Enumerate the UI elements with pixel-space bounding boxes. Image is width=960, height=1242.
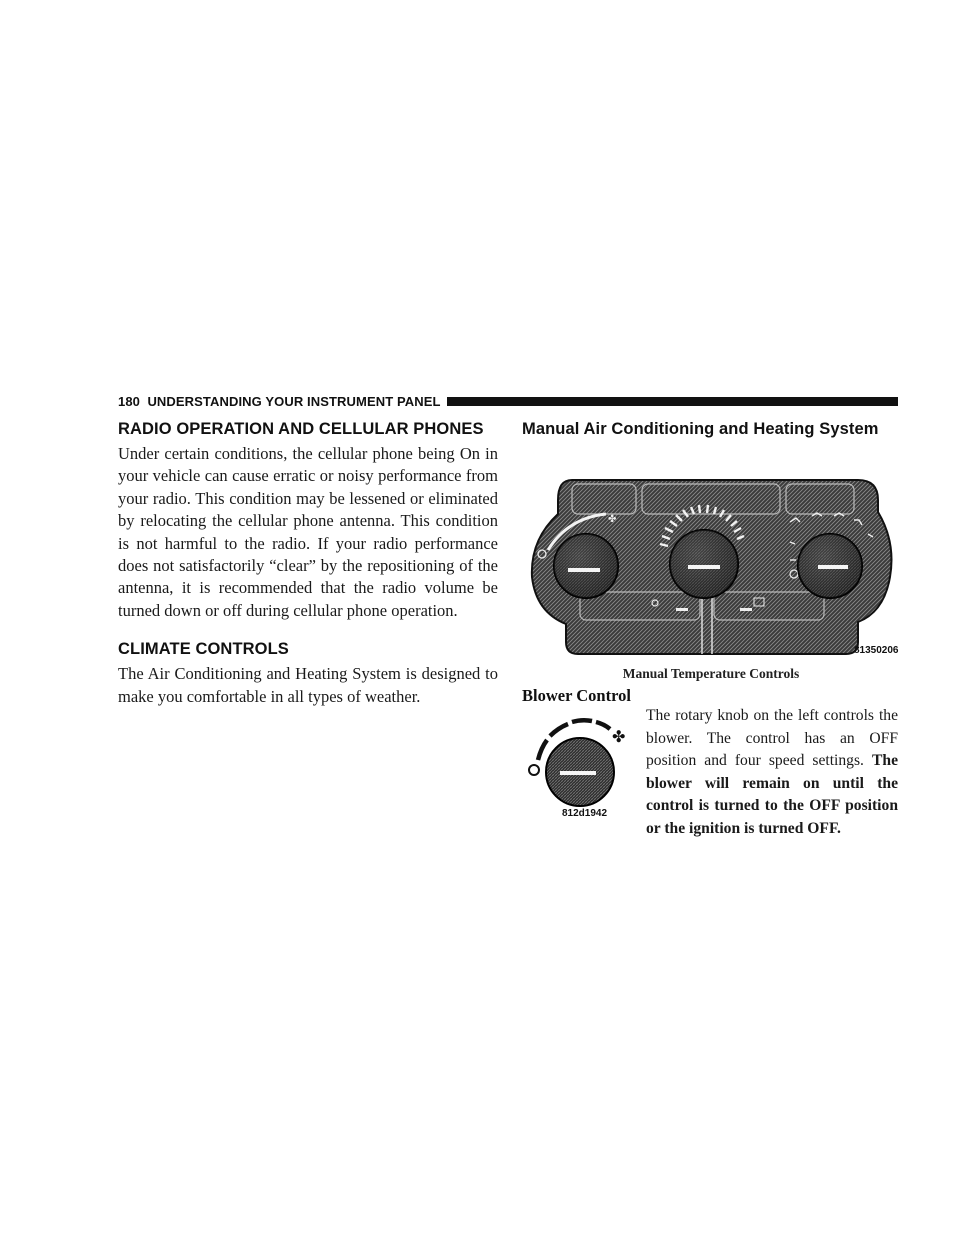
panel-figure-id: 81350206 <box>854 645 899 656</box>
running-header <box>118 392 898 410</box>
blower-description <box>646 705 898 841</box>
header-rule <box>447 397 898 406</box>
header-title: UNDERSTANDING YOUR INSTRUMENT PANEL <box>147 393 441 409</box>
blower-figure-id: 812d1942 <box>562 808 608 819</box>
blower-knob <box>554 534 618 598</box>
blower-knob-figure <box>520 712 640 822</box>
page-number: 180 <box>118 393 140 409</box>
off-circle-icon <box>529 765 539 775</box>
climate-panel-figure <box>528 472 899 658</box>
left-column <box>118 420 498 708</box>
blower-text-plain: The rotary knob on the left controls the blower. The control has an OFF position and four speed settings. <box>646 707 898 770</box>
figure-caption: Manual Temperature Controls <box>622 666 800 681</box>
manual-ac-heading: Manual Air Conditioning and Heating System <box>522 420 879 438</box>
header-text <box>118 394 441 409</box>
fan-icon: ✤ <box>612 727 626 746</box>
radio-heading: RADIO OPERATION AND CELLULAR PHONES <box>118 420 484 438</box>
radio-paragraph: Under certain conditions, the cellular phone being On in your vehicle can cause erratic or noisy performance from your radio. This condition may be lessened or eliminated by relocating the cellular phone antenna. This condition is not harmful to the radio. If your radio performance does not satisfactorily “clear” by the repositioning of the antenna, it is recommended that the radio volume be turned down or off during cellular phone operation. <box>118 444 498 620</box>
fan-icon: ✤ <box>608 514 617 525</box>
mode-knob <box>798 534 862 598</box>
temperature-knob <box>670 530 738 598</box>
blower-knob-illustration <box>520 712 640 812</box>
climate-panel-illustration <box>528 472 896 658</box>
right-column <box>522 420 900 443</box>
climate-heading: CLIMATE CONTROLS <box>118 640 289 659</box>
blower-text-bold: The blower will remain on until the control is turned to the OFF position or the ignition is turned OFF. <box>646 752 898 837</box>
climate-paragraph: The Air Conditioning and Heating System is designed to make you comfortable in all types of weather. <box>118 664 498 706</box>
blower-heading: Blower Control <box>522 686 631 705</box>
